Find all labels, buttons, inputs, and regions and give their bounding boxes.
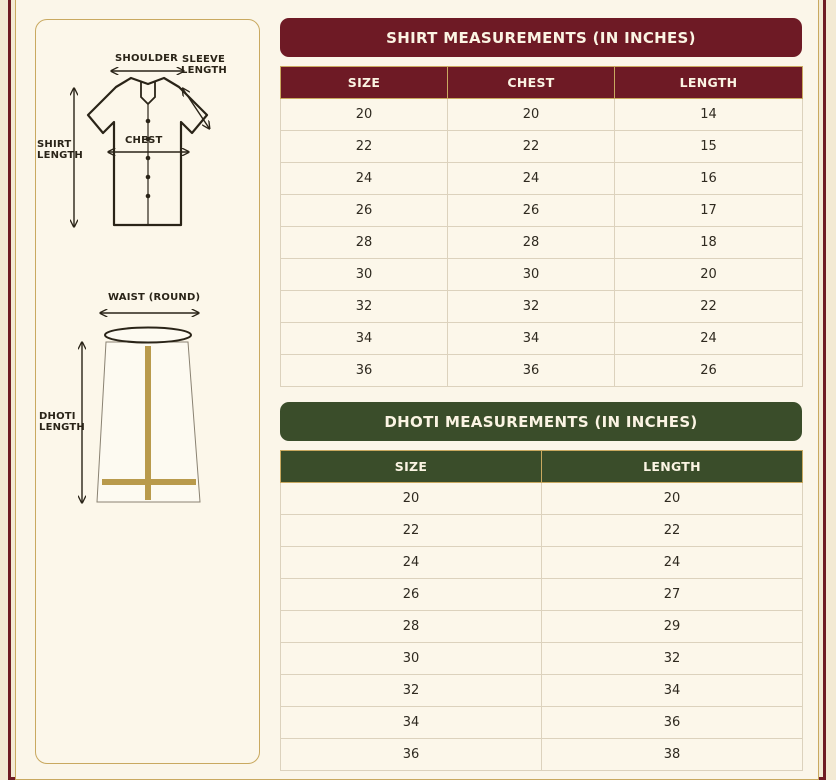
dhoti-length-label-2: LENGTH bbox=[39, 422, 85, 433]
size-cell: 22 bbox=[281, 515, 542, 547]
waist-label: WAIST (ROUND) bbox=[108, 292, 201, 303]
length-cell: 22 bbox=[542, 515, 803, 547]
size-cell: 32 bbox=[281, 291, 448, 323]
size-cell: 28 bbox=[281, 611, 542, 643]
shirt-measurements-title: SHIRT MEASUREMENTS (IN INCHES) bbox=[280, 18, 802, 57]
length-cell: 38 bbox=[542, 739, 803, 771]
length-cell: 27 bbox=[542, 579, 803, 611]
size-cell: 30 bbox=[281, 259, 448, 291]
length-cell: 29 bbox=[542, 611, 803, 643]
table-row bbox=[281, 355, 803, 387]
size-cell: 34 bbox=[281, 707, 542, 739]
length-cell: 22 bbox=[615, 291, 803, 323]
size-cell: 36 bbox=[281, 739, 542, 771]
chest-cell: 34 bbox=[448, 323, 615, 355]
sleeve-label: SLEEVE bbox=[182, 54, 226, 65]
waistband-shape bbox=[105, 328, 191, 343]
length-cell: 34 bbox=[542, 675, 803, 707]
table-row bbox=[281, 227, 803, 259]
column-header-length: LENGTH bbox=[615, 67, 803, 99]
size-cell: 30 bbox=[281, 643, 542, 675]
chest-cell: 20 bbox=[448, 99, 615, 131]
size-cell: 28 bbox=[281, 227, 448, 259]
table-row bbox=[281, 131, 803, 163]
table-row bbox=[281, 675, 803, 707]
length-cell: 20 bbox=[542, 483, 803, 515]
chest-cell: 30 bbox=[448, 259, 615, 291]
dhoti-measurements-title: DHOTI MEASUREMENTS (IN INCHES) bbox=[280, 402, 802, 441]
garment-diagram bbox=[36, 20, 261, 765]
measurement-diagram-panel bbox=[35, 19, 260, 764]
table-row bbox=[281, 611, 803, 643]
size-cell: 26 bbox=[281, 195, 448, 227]
size-cell: 20 bbox=[281, 99, 448, 131]
length-cell: 24 bbox=[615, 323, 803, 355]
table-header-row bbox=[281, 451, 803, 483]
length-cell: 17 bbox=[615, 195, 803, 227]
length-cell: 20 bbox=[615, 259, 803, 291]
table-row bbox=[281, 291, 803, 323]
chest-cell: 36 bbox=[448, 355, 615, 387]
table-row bbox=[281, 643, 803, 675]
length-cell: 36 bbox=[542, 707, 803, 739]
size-cell: 32 bbox=[281, 675, 542, 707]
table-row bbox=[281, 195, 803, 227]
shirt-length-label-2: LENGTH bbox=[37, 150, 83, 161]
size-cell: 36 bbox=[281, 355, 448, 387]
size-cell: 34 bbox=[281, 323, 448, 355]
dhoti-size-table bbox=[280, 450, 803, 771]
chest-cell: 28 bbox=[448, 227, 615, 259]
table-row bbox=[281, 99, 803, 131]
dhoti-length-label: DHOTI bbox=[39, 411, 76, 422]
length-cell: 24 bbox=[542, 547, 803, 579]
table-header-row bbox=[281, 67, 803, 99]
table-row bbox=[281, 259, 803, 291]
table-row bbox=[281, 579, 803, 611]
table-row bbox=[281, 547, 803, 579]
chest-cell: 26 bbox=[448, 195, 615, 227]
column-header-chest: CHEST bbox=[448, 67, 615, 99]
length-cell: 26 bbox=[615, 355, 803, 387]
size-cell: 24 bbox=[281, 163, 448, 195]
chest-label: CHEST bbox=[125, 135, 163, 146]
length-cell: 32 bbox=[542, 643, 803, 675]
table-row bbox=[281, 323, 803, 355]
length-cell: 15 bbox=[615, 131, 803, 163]
size-cell: 26 bbox=[281, 579, 542, 611]
table-row bbox=[281, 707, 803, 739]
chest-cell: 24 bbox=[448, 163, 615, 195]
chest-cell: 22 bbox=[448, 131, 615, 163]
column-header-size: SIZE bbox=[281, 67, 448, 99]
length-cell: 18 bbox=[615, 227, 803, 259]
column-header-size: SIZE bbox=[281, 451, 542, 483]
size-cell: 20 bbox=[281, 483, 542, 515]
chest-cell: 32 bbox=[448, 291, 615, 323]
table-row bbox=[281, 739, 803, 771]
sleeve-arrow bbox=[183, 89, 209, 128]
shoulder-label: SHOULDER bbox=[115, 53, 178, 64]
size-cell: 22 bbox=[281, 131, 448, 163]
shirt-length-label: SHIRT bbox=[37, 139, 72, 150]
shirt-size-table bbox=[280, 66, 803, 387]
size-cell: 24 bbox=[281, 547, 542, 579]
sleeve-length-label: LENGTH bbox=[181, 65, 227, 76]
table-row bbox=[281, 163, 803, 195]
table-row bbox=[281, 483, 803, 515]
length-cell: 14 bbox=[615, 99, 803, 131]
length-cell: 16 bbox=[615, 163, 803, 195]
column-header-length: LENGTH bbox=[542, 451, 803, 483]
table-row bbox=[281, 515, 803, 547]
